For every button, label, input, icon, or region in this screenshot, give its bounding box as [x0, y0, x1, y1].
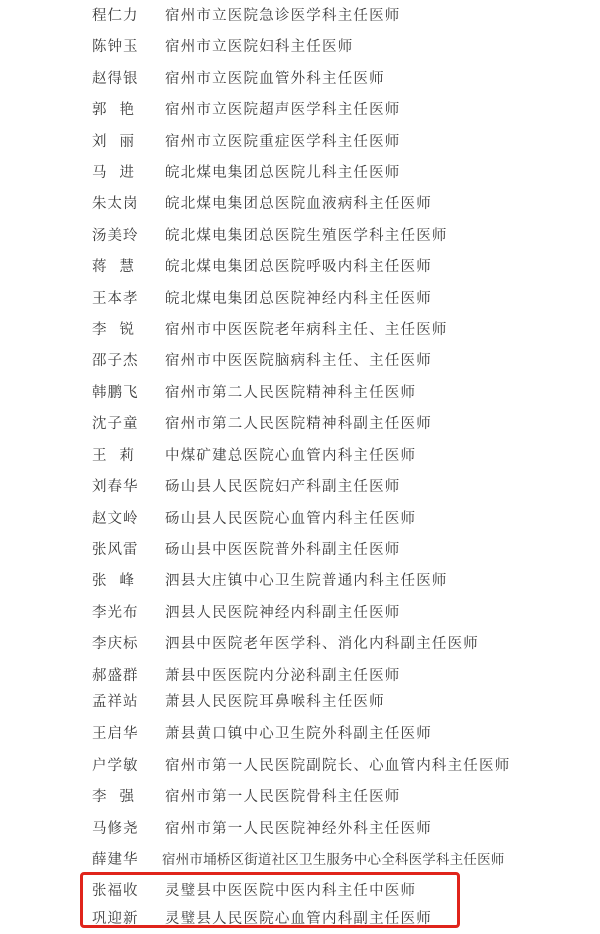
doctor-name: 郝盛群	[92, 667, 139, 684]
doctor-title: 泗县人民医院神经内科副主任医师	[165, 604, 401, 621]
doctor-title: 宿州市埇桥区街道社区卫生服务中心全科医学科主任医师	[162, 852, 505, 868]
doctor-name: 李光布	[92, 604, 139, 621]
doctor-title: 宿州市第一人民医院神经外科主任医师	[165, 820, 432, 837]
list-item	[0, 688, 600, 712]
doctor-name: 户学敏	[92, 757, 139, 774]
doctor-name: 张福收	[92, 882, 139, 899]
doctor-title: 宿州市立医院急诊医学科主任医师	[165, 7, 401, 24]
doctor-name: 张风雷	[92, 541, 139, 558]
doctor-name: 蒋慧	[92, 258, 147, 275]
list-item	[0, 33, 600, 57]
list-item	[0, 347, 600, 371]
list-item	[0, 815, 600, 839]
list-item	[0, 505, 600, 529]
doctor-title: 砀山县中医医院普外科副主任医师	[165, 541, 401, 558]
list-item	[0, 783, 600, 807]
list-item	[0, 752, 600, 776]
doctor-title: 宿州市第一人民医院骨科主任医师	[165, 788, 401, 805]
list-item	[0, 96, 600, 120]
doctor-title: 灵璧县人民医院心血管内科副主任医师	[165, 910, 432, 927]
doctor-name: 孟祥站	[92, 693, 139, 710]
doctor-title: 萧县黄口镇中心卫生院外科副主任医师	[165, 725, 432, 742]
doctor-title: 宿州市第二人民医院精神科副主任医师	[165, 415, 432, 432]
doctor-title: 宿州市立医院重症医学科主任医师	[165, 133, 401, 150]
list-item	[0, 442, 600, 466]
list-item	[0, 222, 600, 246]
doctor-name: 赵得银	[92, 70, 139, 87]
list-item	[0, 128, 600, 152]
doctor-name: 程仁力	[92, 7, 139, 24]
doctor-name: 郭艳	[92, 101, 147, 118]
doctor-name: 王本孝	[92, 290, 139, 307]
doctor-title: 宿州市第一人民医院副院长、心血管内科主任医师	[165, 757, 511, 774]
doctor-title: 皖北煤电集团总医院血液病科主任医师	[165, 195, 432, 212]
doctor-name: 邵子杰	[92, 352, 139, 369]
doctor-title: 萧县人民医院耳鼻喉科主任医师	[165, 693, 385, 710]
doctor-name: 刘丽	[92, 133, 147, 150]
doctor-title: 皖北煤电集团总医院儿科主任医师	[165, 164, 401, 181]
doctor-title: 宿州市中医医院脑病科主任、主任医师	[165, 352, 432, 369]
list-item	[0, 65, 600, 89]
list-item	[0, 720, 600, 744]
doctor-title: 砀山县人民医院心血管内科主任医师	[165, 510, 417, 527]
list-item	[0, 630, 600, 654]
list-item	[0, 253, 600, 277]
list-item	[0, 536, 600, 560]
doctor-title: 宿州市立医院妇科主任医师	[165, 38, 354, 55]
doctor-title: 砀山县人民医院妇产科副主任医师	[165, 478, 401, 495]
doctor-title: 皖北煤电集团总医院神经内科主任医师	[165, 290, 432, 307]
doctor-name: 马进	[92, 164, 147, 181]
doctor-name: 李庆标	[92, 635, 139, 652]
list-item	[0, 190, 600, 214]
list-item	[0, 285, 600, 309]
doctor-name: 马修尧	[92, 820, 139, 837]
list-item	[0, 316, 600, 340]
doctor-name: 赵文岭	[92, 510, 139, 527]
list-item	[0, 159, 600, 183]
list-item	[0, 567, 600, 591]
doctor-title: 宿州市立医院血管外科主任医师	[165, 70, 385, 87]
list-item	[0, 410, 600, 434]
doctor-name: 巩迎新	[92, 910, 139, 927]
doctor-name: 王莉	[92, 447, 147, 464]
list-item	[0, 599, 600, 623]
doctor-title: 萧县中医医院内分泌科副主任医师	[165, 667, 401, 684]
list-item	[0, 379, 600, 403]
doctor-name: 薛建华	[92, 851, 139, 868]
doctor-title: 灵璧县中医医院中医内科主任中医师	[165, 882, 417, 899]
doctor-name: 汤美玲	[92, 227, 139, 244]
doctor-title: 中煤矿建总医院心血管内科主任医师	[165, 447, 417, 464]
doctor-title: 宿州市第二人民医院精神科主任医师	[165, 384, 417, 401]
doctor-name: 朱太岗	[92, 195, 139, 212]
doctor-title: 泗县中医院老年医学科、消化内科副主任医师	[165, 635, 479, 652]
doctor-name: 张峰	[92, 572, 147, 589]
list-item	[0, 846, 600, 870]
doctor-name: 韩鹏飞	[92, 384, 139, 401]
doctor-name: 李强	[92, 788, 147, 805]
list-item	[0, 662, 600, 686]
doctor-name: 刘春华	[92, 478, 139, 495]
doctor-name: 王启华	[92, 725, 139, 742]
doctor-title: 宿州市中医医院老年病科主任、主任医师	[165, 321, 448, 338]
doctor-title: 泗县大庄镇中心卫生院普通内科主任医师	[165, 572, 448, 589]
doctor-title: 皖北煤电集团总医院呼吸内科主任医师	[165, 258, 432, 275]
doctor-name: 李锐	[92, 321, 147, 338]
list-item	[0, 473, 600, 497]
doctor-name: 沈子童	[92, 415, 139, 432]
highlight-box	[80, 872, 460, 928]
doctor-title: 宿州市立医院超声医学科主任医师	[165, 101, 401, 118]
list-item	[0, 2, 600, 26]
doctor-name: 陈钟玉	[92, 38, 139, 55]
doctor-title: 皖北煤电集团总医院生殖医学科主任医师	[165, 227, 448, 244]
